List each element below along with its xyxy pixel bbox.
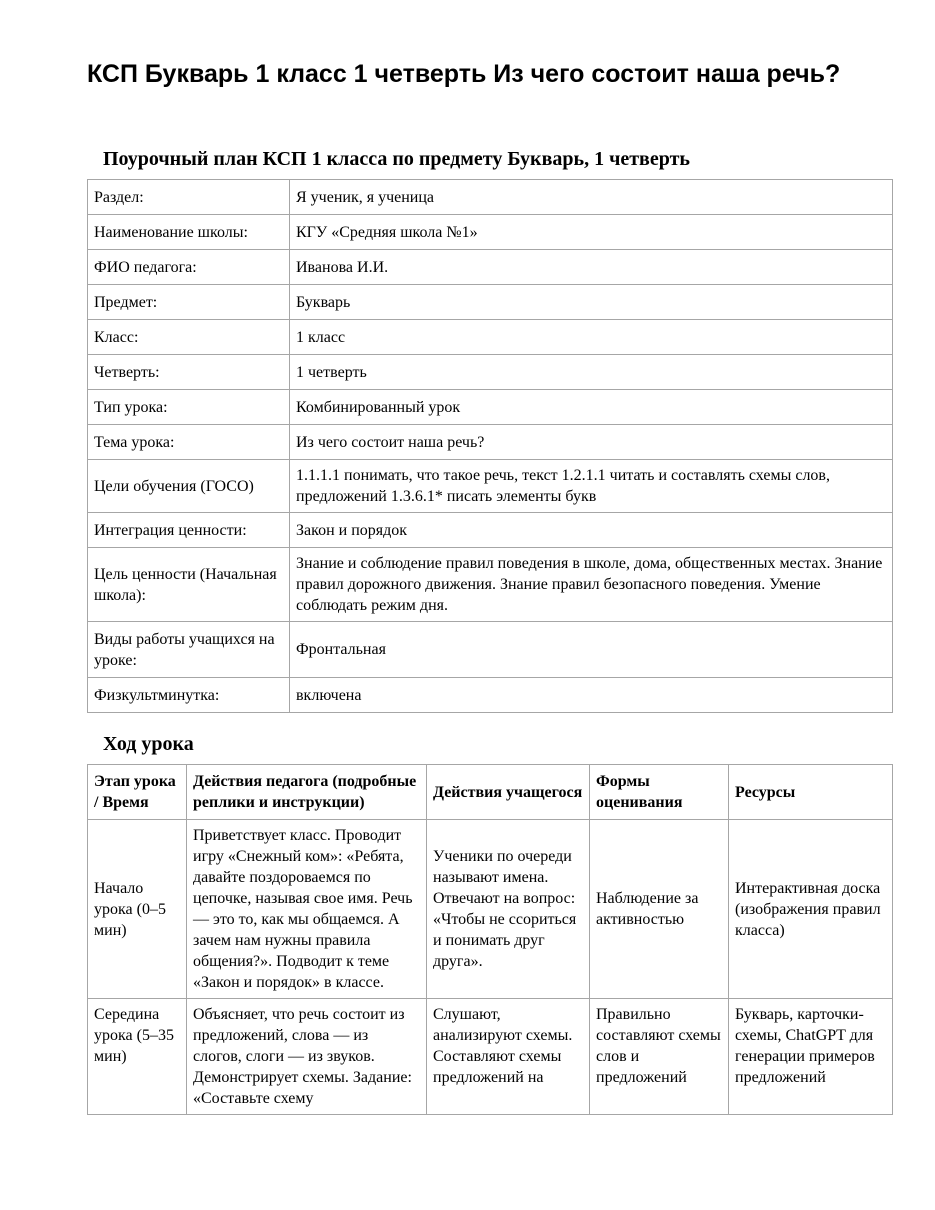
info-key: Тема урока:: [88, 425, 290, 460]
plan-heading: Поурочный план КСП 1 класса по предмету Букварь, 1 четверть: [103, 148, 690, 170]
table-cell: Середина урока (5–35 мин): [88, 999, 187, 1115]
lesson-flow-heading: Ход урока: [103, 733, 194, 755]
table-cell: Ученики по очереди называют имена. Отвечают на вопрос: «Чтобы не ссориться и понимать друг друга».: [427, 820, 590, 999]
column-header: Действия педагога (подробные реплики и инструкции): [187, 765, 427, 820]
info-key: Раздел:: [88, 180, 290, 215]
table-row: [88, 285, 893, 320]
info-key: Цель ценности (Начальная школа):: [88, 548, 290, 622]
info-value: 1.1.1.1 понимать, что такое речь, текст 1.2.1.1 читать и составлять схемы слов, предложений 1.3.6.1* писать элементы букв: [290, 460, 893, 513]
table-row: [88, 622, 893, 678]
info-key: Класс:: [88, 320, 290, 355]
table-cell: Правильно составляют схемы слов и предложений: [590, 999, 729, 1115]
info-key: Четверть:: [88, 355, 290, 390]
info-value: Из чего состоит наша речь?: [290, 425, 893, 460]
info-key: Физкультминутка:: [88, 678, 290, 713]
table-row: [88, 425, 893, 460]
info-value: КГУ «Средняя школа №1»: [290, 215, 893, 250]
column-header: Ресурсы: [729, 765, 893, 820]
info-value: Знание и соблюдение правил поведения в школе, дома, общественных местах. Знание правил дорожного движения. Знание правил безопасного поведения. Умение соблюдать режим дня.: [290, 548, 893, 622]
info-key: Наименование школы:: [88, 215, 290, 250]
info-value: 1 четверть: [290, 355, 893, 390]
table-cell: Букварь, карточки-схемы, ChatGPT для генерации примеров предложений: [729, 999, 893, 1115]
table-row: [88, 820, 893, 999]
column-header: Этап урока / Время: [88, 765, 187, 820]
table-cell: Слушают, анализируют схемы. Составляют схемы предложений на: [427, 999, 590, 1115]
table-row: [88, 250, 893, 285]
info-key: Тип урока:: [88, 390, 290, 425]
info-key: ФИО педагога:: [88, 250, 290, 285]
info-value: Иванова И.И.: [290, 250, 893, 285]
table-row: [88, 513, 893, 548]
table-row: [88, 390, 893, 425]
info-value: 1 класс: [290, 320, 893, 355]
info-value: Закон и порядок: [290, 513, 893, 548]
table-cell: Наблюдение за активностью: [590, 820, 729, 999]
info-value: Букварь: [290, 285, 893, 320]
info-key: Интеграция ценности:: [88, 513, 290, 548]
table-row: [88, 548, 893, 622]
table-row: [88, 999, 893, 1115]
column-header: Действия учащегося: [427, 765, 590, 820]
info-key: Предмет:: [88, 285, 290, 320]
table-row: [88, 215, 893, 250]
info-key: Виды работы учащихся на уроке:: [88, 622, 290, 678]
info-value: Комбинированный урок: [290, 390, 893, 425]
info-value: включена: [290, 678, 893, 713]
table-cell: Интерактивная доска (изображения правил класса): [729, 820, 893, 999]
table-row: [88, 460, 893, 513]
table-cell: Приветствует класс. Проводит игру «Снежный ком»: «Ребята, давайте поздороваемся по цепочке, называя свое имя. Речь — это то, как мы общаемся. А зачем нам нужны правила общения?». Подводит к теме «Закон и порядок» в классе.: [187, 820, 427, 999]
table-row: [88, 355, 893, 390]
info-key: Цели обучения (ГОСО): [88, 460, 290, 513]
table-row: [88, 320, 893, 355]
column-header: Формы оценивания: [590, 765, 729, 820]
document-title: КСП Букварь 1 класс 1 четверть Из чего состоит наша речь?: [87, 60, 841, 88]
info-value: Фронтальная: [290, 622, 893, 678]
table-row: [88, 180, 893, 215]
table-header-row: [88, 765, 893, 820]
info-value: Я ученик, я ученица: [290, 180, 893, 215]
lesson-info-table: [87, 179, 893, 713]
table-cell: Начало урока (0–5 мин): [88, 820, 187, 999]
table-row: [88, 678, 893, 713]
table-cell: Объясняет, что речь состоит из предложений, слова — из слогов, слоги — из звуков. Демонстрирует схемы. Задание: «Составьте схему: [187, 999, 427, 1115]
lesson-flow-table: [87, 764, 893, 1115]
